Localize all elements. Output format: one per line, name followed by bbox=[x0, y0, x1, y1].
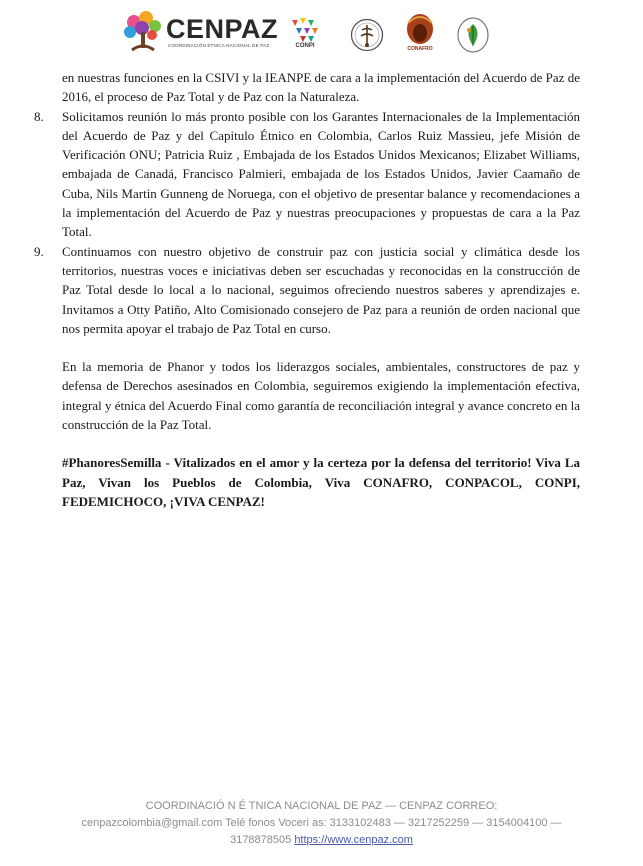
letterhead bbox=[0, 8, 643, 56]
page-footer bbox=[30, 798, 613, 849]
cenpaz-logo bbox=[122, 10, 282, 54]
footer-contact-line: cenpazcolombia@gmail.com Telé fonos Voceri as: 3133102483 — 3217252259 — 3154004100 — bbox=[81, 817, 562, 829]
conpi-icon bbox=[286, 16, 324, 44]
green-leaf-emblem-icon bbox=[456, 16, 490, 54]
document-body bbox=[34, 68, 580, 511]
conpi-logo bbox=[286, 16, 324, 52]
conafro-icon bbox=[402, 13, 438, 47]
circle-emblem-icon bbox=[350, 18, 384, 52]
list-item bbox=[34, 107, 580, 242]
footer-phone: 3178878505 bbox=[230, 834, 295, 846]
list-item-text: Solicitamos reunión lo más pronto posible con los Garantes Internacionales de la Implementación del Acuerdo de Paz y del Capitulo Étnico en Colombia, Carlos Ruiz Massieu, jefe Misión de Verificación ONU; Patricia Ruiz , Embajada de los Estados Unidos Mexicanos; Elizabet Williams, embajada de Canadá, Francisco Palmieri, embajada de los Estados Unidos, Javier Caamaño de Cuba, Nils Martin Gunneng de Noruega, con el objetivo de presentar balance y recomendaciones a la implementación del Acuerdo de Paz y nuestras preocupaciones y propuestas de cara a la Paz Total. bbox=[62, 108, 580, 240]
cenpaz-tree-icon bbox=[122, 10, 164, 52]
list-item-text: Continuamos con nuestro objetivo de construir paz con justicia social y climática desde los territorios, nuestras voces e iniciativas deben ser escuchadas y reconocidas en la construcción de Paz Total desde lo local a lo nacional, seguimos ofreciendo nuestros saberes y aprendizajes e. Invitamos a Otty Patiño, Alto Comisionado consejero de Paz para a reunión de orden nacional que nos permita apoyar el trabajo de Paz Total en curso. bbox=[62, 243, 580, 336]
conafro-logo bbox=[402, 13, 438, 53]
brand-subtitle: COORDINACIÓN ÉTNICA NACIONAL DE PAZ bbox=[168, 43, 270, 48]
list-item-number: 9. bbox=[34, 243, 44, 259]
footer-org-line: COORDINACIÓ N É TNICA NACIONAL DE PAZ — CENPAZ CORREO: bbox=[145, 800, 498, 812]
conpi-label: CONPI bbox=[295, 43, 315, 49]
closing-statement: #PhanoresSemilla - Vitalizados en el amor y la certeza por la defensa del territorio! Viva La Paz, Vivan los Pueblos de Colombia, Viva CONAFRO, CONPACOL, CONPI, FEDEMICHOCO, ¡VIVA CENPAZ! bbox=[62, 455, 580, 509]
conafro-label: CONAFRO bbox=[407, 46, 433, 52]
brand-wordmark: CENPAZ bbox=[166, 14, 279, 44]
list-item bbox=[34, 242, 580, 338]
list-item-number: 8. bbox=[34, 108, 44, 124]
website-link[interactable]: https://www.cenpaz.com bbox=[294, 834, 413, 846]
footer-phone-web-line bbox=[30, 832, 613, 849]
continuation-paragraph: en nuestras funciones en la CSIVI y la IEANPE de cara a la implementación del Acuerdo de Paz de 2016, el proceso de Paz Total y de Paz con la Naturaleza. bbox=[62, 70, 580, 105]
memorial-paragraph: En la memoria de Phanor y todos los liderazgos sociales, ambientales, constructores de paz y defensa de Derechos asesinados en Colombia, seguiremos exigiendo la implementación efectiva, integral y étnica del Acuerdo Final como garantía de reconciliación integral y avance concreto en la construcción de la Paz Total. bbox=[62, 359, 580, 433]
